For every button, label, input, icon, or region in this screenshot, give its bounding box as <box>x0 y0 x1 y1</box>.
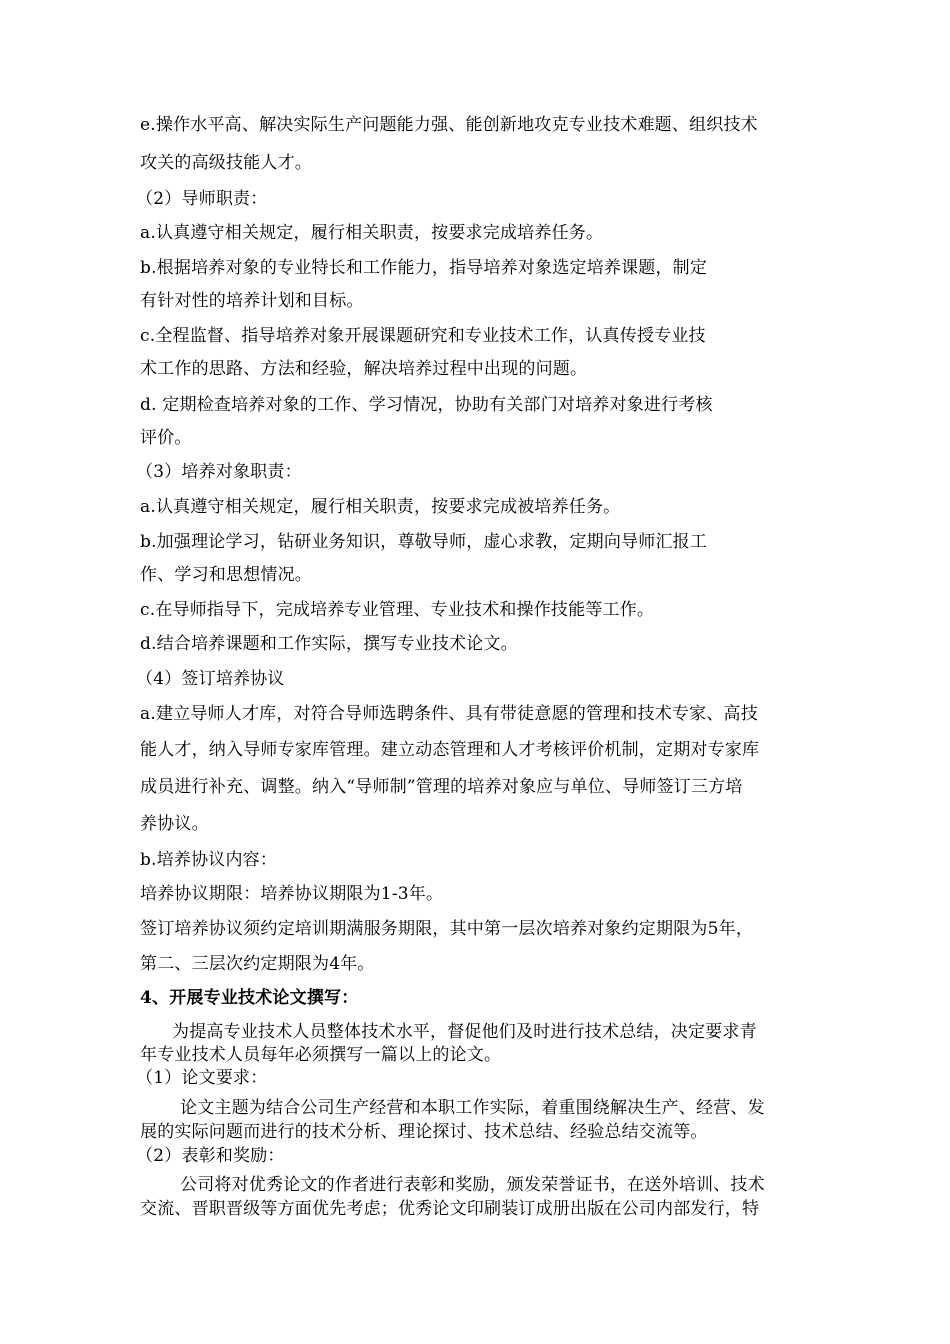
text-line-agreement-term: 培养协议期限：培养协议期限为1-3年。 <box>140 884 444 904</box>
section-heading-agreement: （4）签订培养协议 <box>136 669 285 689</box>
text-line-agreement-a-cont-1: 能人才，纳入导师专家库管理。建立动态管理和人才考核评价机制，定期对专家库 <box>140 740 760 760</box>
text-line-agreement-a-cont-2: 成员进行补充、调整。纳入“导师制”管理的培养对象应与单位、导师签订三方培 <box>140 777 743 797</box>
text-line-item-e-cont: 攻关的高级技能人才。 <box>140 153 312 173</box>
text-line-agreement-a: a.建立导师人才库，对符合导师选聘条件、具有带徒意愿的管理和技术专家、高技 <box>140 704 758 724</box>
text-line-service-period-cont: 第二、三层次约定期限为4年。 <box>140 954 375 974</box>
text-line-mentor-b: b.根据培养对象的专业特长和工作能力，指导培养对象选定培养课题，制定 <box>140 258 708 278</box>
text-line-service-period: 签订培养协议须约定培训期满服务期限，其中第一层次培养对象约定期限为5年， <box>140 919 754 939</box>
text-line-mentor-d-cont: 评价。 <box>140 428 192 448</box>
text-line-trainee-a: a.认真遵守相关规定，履行相关职责，按要求完成被培养任务。 <box>140 497 621 517</box>
text-line-paper-topic: 论文主题为结合公司生产经营和本职工作实际，着重围绕解决生产、经营、发 <box>180 1098 765 1118</box>
section-heading-papers: 4、开展专业技术论文撰写： <box>140 988 359 1008</box>
text-line-papers-intro-cont: 年专业技术人员每年必须撰写一篇以上的论文。 <box>140 1045 502 1065</box>
text-line-agreement-a-cont-3: 养协议。 <box>140 814 209 834</box>
text-line-mentor-d: d. 定期检查培养对象的工作、学习情况，协助有关部门对培养对象进行考核 <box>140 395 713 415</box>
text-line-mentor-c: c.全程监督、指导培养对象开展课题研究和专业技术工作，认真传授专业技 <box>140 326 706 346</box>
section-heading-mentor-duties: （2）导师职责： <box>136 189 268 209</box>
section-heading-trainee-duties: （3）培养对象职责： <box>136 462 302 482</box>
text-line-mentor-b-cont: 有针对性的培养计划和目标。 <box>140 291 364 311</box>
text-line-paper-topic-cont: 展的实际问题而进行的技术分析、理论探讨、技术总结、经验总结交流等。 <box>140 1122 708 1142</box>
text-line-awards: 公司将对优秀论文的作者进行表彰和奖励，颁发荣誉证书，在送外培训、技术 <box>180 1175 765 1195</box>
section-heading-paper-requirements: （1）论文要求： <box>136 1068 268 1088</box>
text-line-agreement-b: b.培养协议内容： <box>140 850 278 870</box>
section-heading-awards: （2）表彰和奖励： <box>136 1146 285 1166</box>
text-line-trainee-c: c.在导师指导下，完成培养专业管理、专业技术和操作技能等工作。 <box>140 600 655 620</box>
text-line-trainee-d: d.结合培养课题和工作实际，撰写专业技术论文。 <box>140 634 518 654</box>
text-line-item-e: e.操作水平高、解决实际生产问题能力强、能创新地攻克专业技术难题、组织技术 <box>140 115 758 135</box>
text-line-trainee-b-cont: 作、学习和思想情况。 <box>140 565 312 585</box>
text-line-papers-intro: 为提高专业技术人员整体技术水平，督促他们及时进行技术总结，决定要求青 <box>172 1022 757 1042</box>
text-line-mentor-a: a.认真遵守相关规定，履行相关职责，按要求完成培养任务。 <box>140 223 604 243</box>
text-line-trainee-b: b.加强理论学习，钻研业务知识，尊敬导师，虚心求教，定期向导师汇报工 <box>140 532 708 552</box>
text-line-awards-cont: 交流、晋职晋级等方面优先考虑；优秀论文印刷装订成册出版在公司内部发行，特 <box>140 1199 760 1219</box>
text-line-mentor-c-cont: 术工作的思路、方法和经验，解决培养过程中出现的问题。 <box>140 359 588 379</box>
